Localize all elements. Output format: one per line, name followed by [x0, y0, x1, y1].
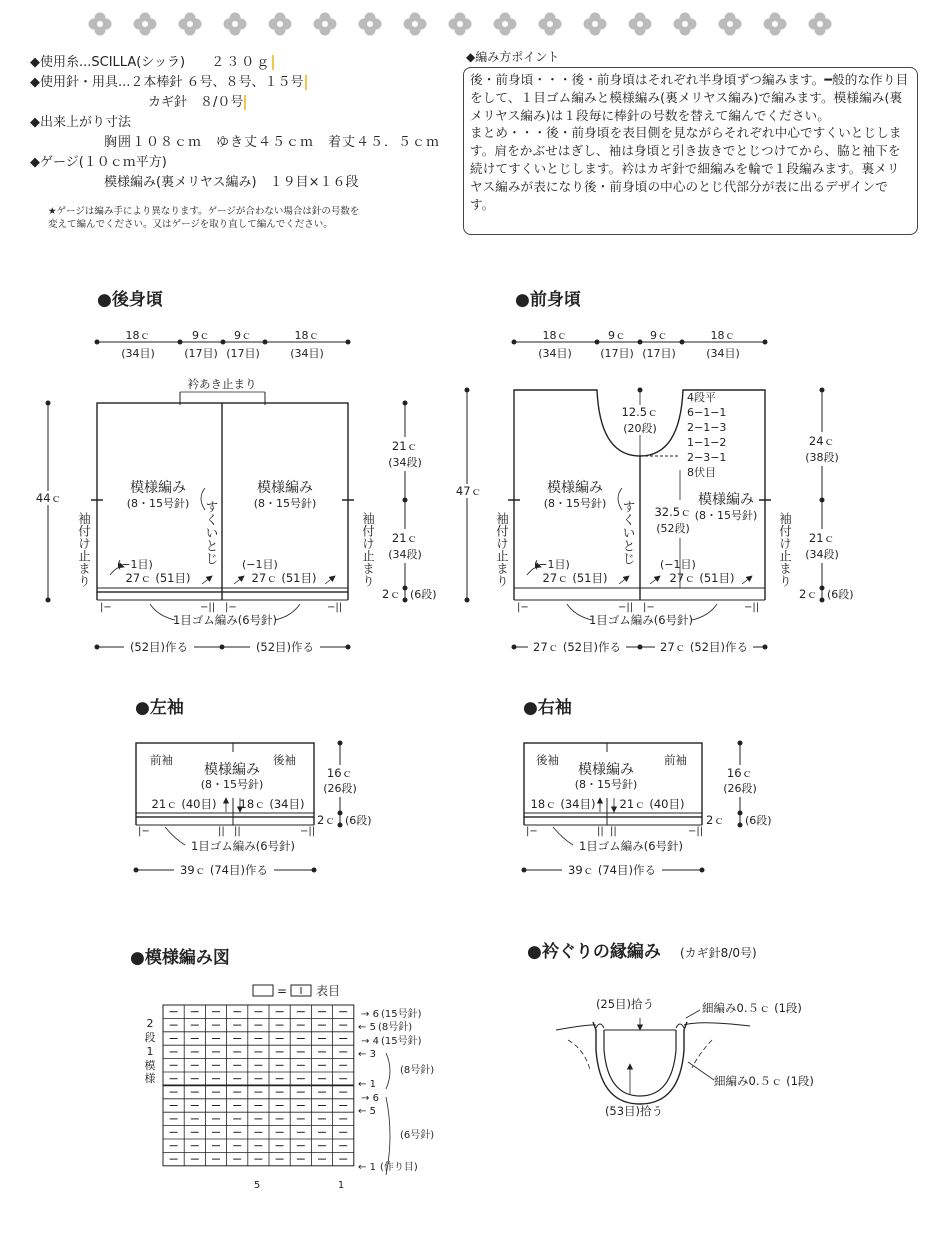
- chart-n8-group: (8号針): [400, 1065, 435, 1076]
- back-top-w2: 9ｃ: [192, 329, 210, 342]
- chart-col-5: 5: [253, 1180, 261, 1191]
- hook-line: カギ針 ８/０号: [148, 91, 246, 110]
- back-rib-rows: (6段): [410, 588, 437, 601]
- back-cast-right: (52目)作る: [255, 640, 315, 654]
- left-rib-rows: (6段): [345, 814, 372, 827]
- chart-col-1: 1: [337, 1180, 345, 1191]
- back-width-right: 27ｃ (51目): [251, 571, 317, 585]
- back-top-w1: 18ｃ: [125, 329, 151, 342]
- front-sleeve-stop-left: 袖付け止まり: [494, 512, 510, 587]
- right-rib-label: 1目ゴム編み(6号針): [578, 839, 684, 853]
- left-sleeve-diagram: [134, 697, 372, 877]
- front-cast-left: 27ｃ (52目)作る: [533, 640, 621, 654]
- front-upper: 24ｃ: [808, 434, 836, 448]
- chart-row-6b: → 6: [361, 1093, 379, 1104]
- back-top-w4: 18ｃ: [294, 329, 320, 342]
- left-pattern: 模様編み: [204, 762, 260, 778]
- back-sleeve-stop-left: 袖付け止まり: [76, 512, 92, 587]
- right-rib-mark-1: |−: [526, 826, 538, 837]
- left-rib-mark-2: ||: [218, 826, 225, 837]
- back-rib-mark-1: |−: [100, 602, 112, 613]
- front-lower: 21ｃ: [808, 531, 836, 545]
- chart-row-6a: → 6 (15号針): [361, 1009, 422, 1020]
- front-width-left: 27ｃ (51目): [542, 571, 608, 585]
- front-width-right: 27ｃ (51目): [669, 571, 735, 585]
- back-lower: 21ｃ: [391, 531, 419, 545]
- legend-label: 表目: [316, 984, 341, 998]
- collar-edging-diagram: [527, 941, 814, 1118]
- front-rib-label: 1目ゴム編み(6号針): [588, 613, 694, 627]
- back-sleeve-stop-right: 袖付け止まり: [360, 512, 376, 587]
- back-upper: 21ｃ: [391, 439, 419, 453]
- right-w2: 21ｃ (40目): [619, 797, 685, 811]
- back-top-s3: (17目): [226, 347, 260, 360]
- chart-side-1: 2: [146, 1017, 154, 1030]
- left-height: 16ｃ: [326, 766, 354, 780]
- yarn-line: ◆使用糸...SCILLA(シッラ) ２３０ｇ: [30, 51, 274, 70]
- front-dec-4: 1−1−2: [687, 436, 727, 449]
- back-lower-rows: (34段): [388, 548, 422, 561]
- back-top-s4: (34目): [290, 347, 324, 360]
- left-rib-mark-3: ||: [234, 826, 241, 837]
- front-rib-mark-3: |−: [643, 602, 655, 613]
- front-rib-mark-2: −||: [618, 602, 634, 613]
- back-rib-mark-4: −||: [327, 602, 343, 613]
- yarn-amount: ２３０ｇ: [211, 55, 274, 70]
- front-cast-right: 27ｃ (52目)作る: [660, 640, 748, 654]
- back-needle-right: (8・15号針): [253, 497, 317, 510]
- right-height: 16ｃ: [726, 766, 754, 780]
- right-back-label: 後袖: [536, 753, 559, 767]
- back-pattern-left: 模様編み: [130, 480, 186, 496]
- back-height: 44ｃ: [35, 491, 63, 505]
- chart-row-3a: ← 3: [358, 1049, 376, 1060]
- front-height: 47ｃ: [455, 484, 483, 498]
- front-lower-rows: (34段): [805, 548, 839, 561]
- needles-line: ◆使用針・用具...２本棒針 ６号、８号、１５号: [30, 71, 307, 90]
- right-pattern: 模様編み: [578, 762, 634, 778]
- right-cast-on: 39ｃ (74目)作る: [568, 863, 656, 877]
- points-heading: ◆編み方ポイント: [466, 50, 560, 64]
- front-top-w3: 9ｃ: [650, 329, 668, 342]
- front-upper-rows: (38段): [805, 451, 839, 464]
- chart-side-2: 段: [144, 1031, 156, 1044]
- back-rib-mark-2: −||: [200, 602, 216, 613]
- size-values: 胸囲１０８ｃｍ ゆき丈４５ｃｍ 着丈４５．５ｃｍ: [104, 135, 441, 150]
- right-sleeve-title: ●右袖: [523, 698, 572, 718]
- front-minus-left: (−1目): [534, 558, 570, 571]
- front-needle-right: (8・15号針): [694, 509, 758, 522]
- left-front-label: 前袖: [150, 753, 173, 767]
- right-rib-mark-4: −||: [688, 826, 704, 837]
- collar-sc-top: 細編み0.５ｃ (1段): [702, 1001, 802, 1015]
- front-rib-mark-4: −||: [744, 602, 760, 613]
- back-top-s2: (17目): [184, 347, 218, 360]
- front-dec-5: 2−3−1: [687, 451, 727, 464]
- chart-side-4: 模: [144, 1059, 156, 1072]
- chart-n6-group: (6号針): [400, 1130, 435, 1141]
- front-needle-left: (8・15号針): [543, 497, 607, 510]
- gauge-label: ◆ゲージ(１０ｃｍ平方): [30, 155, 167, 170]
- front-dec-6: 8伏目: [687, 466, 716, 479]
- back-minus-left: (−1目): [117, 558, 153, 571]
- front-top-w4: 18ｃ: [710, 329, 736, 342]
- collar-title: ●衿ぐりの縁編み: [527, 942, 661, 962]
- back-rib-label: 1目ゴム編み(6号針): [172, 613, 278, 627]
- right-rib-rows: (6段): [745, 814, 772, 827]
- front-rib-mark-1: |−: [517, 602, 529, 613]
- chart-row-5b: ← 5: [358, 1106, 376, 1117]
- left-height-rows: (26段): [323, 782, 357, 795]
- front-rib-rows: (6段): [827, 588, 854, 601]
- back-pattern-right: 模様編み: [257, 480, 313, 496]
- front-dec-2: 6−1−1: [687, 406, 727, 419]
- front-top-s3: (17目): [642, 347, 676, 360]
- chart-side-3: 1: [146, 1045, 154, 1058]
- back-cast-left: (52目)作る: [129, 640, 189, 654]
- front-title: ●前身頃: [515, 290, 581, 310]
- collar-pick-bottom: (53目)拾う: [604, 1104, 664, 1118]
- points-para-1: 後・前身頃・・・後・前身頃はそれぞれ半身頃ずつ編みます。━般的な作り目をして、１目ゴム編みと模様編み(裏メリヤス編み)で編みます。模様編み(裏メリヤス編み)は１段毎に棒針の号数を替えて編んでください。: [470, 72, 909, 123]
- right-front-label: 前袖: [664, 753, 687, 767]
- back-rib: 2ｃ: [382, 587, 401, 601]
- back-top-s1: (34目): [121, 347, 155, 360]
- front-inner-rows: (52段): [656, 522, 690, 535]
- chart-row-5a: ← 5 (8号針): [358, 1022, 413, 1033]
- gauge-note-2: 変えて編んでください。又はゲージを取り直して編んでください。: [48, 219, 333, 230]
- chart-side-5: 様: [144, 1072, 156, 1085]
- left-needle: (8・15号針): [200, 778, 264, 791]
- collar-title-sub: (カギ針8/0号): [680, 946, 757, 960]
- front-top-s1: (34目): [538, 347, 572, 360]
- back-minus-right: (−1目): [242, 558, 278, 571]
- front-sleeve-stop-right: 袖付け止まり: [777, 512, 793, 587]
- back-upper-rows: (34段): [388, 456, 422, 469]
- collar-sc-bottom: 細編み0.５ｃ (1段): [714, 1074, 814, 1088]
- front-top-s4: (34目): [706, 347, 740, 360]
- front-top-w2: 9ｃ: [608, 329, 626, 342]
- chart-row-1b: ← 1 (作り目): [358, 1162, 418, 1173]
- chart-row-4a: → 4 (15号針): [361, 1036, 422, 1047]
- front-dec-3: 2−1−3: [687, 421, 727, 434]
- front-inner: 32.5ｃ: [654, 505, 692, 519]
- right-rib-mark-2: ||: [597, 826, 604, 837]
- right-rib: 2ｃ: [706, 813, 725, 827]
- legend-empty-cell: [253, 985, 273, 996]
- front-minus-right: (−1目): [660, 558, 696, 571]
- left-rib-mark-1: |−: [138, 826, 150, 837]
- chart-title: ●模様編み図: [130, 948, 230, 968]
- right-height-rows: (26段): [723, 782, 757, 795]
- front-seam: すくいとじ: [619, 500, 635, 565]
- size-label: ◆出来上がり寸法: [30, 115, 131, 130]
- left-rib: 2ｃ: [317, 813, 336, 827]
- left-w1: 21ｃ (40目): [151, 797, 217, 811]
- back-top-w3: 9ｃ: [234, 329, 252, 342]
- right-w1: 18ｃ (34目): [530, 797, 596, 811]
- pattern-chart: [130, 947, 434, 1191]
- front-dec-1: 4段平: [687, 391, 716, 404]
- chart-grid: [163, 1005, 354, 1166]
- back-rib-mark-3: |−: [225, 602, 237, 613]
- legend-equals: =: [277, 984, 288, 998]
- gauge-note-1: ★ゲージは編み手により異なります。ゲージが合わない場合は針の号数を: [48, 206, 360, 217]
- chart-row-1a: ← 1: [358, 1079, 376, 1090]
- front-pattern-left: 模様編み: [547, 480, 603, 496]
- back-title: ●後身頃: [97, 290, 163, 310]
- front-top-w1: 18ｃ: [542, 329, 568, 342]
- left-rib-label: 1目ゴム編み(6号針): [190, 839, 296, 853]
- back-width-left: 27ｃ (51目): [125, 571, 191, 585]
- left-back-label: 後袖: [273, 753, 296, 767]
- left-rib-mark-4: −||: [300, 826, 316, 837]
- front-pattern-right: 模様編み: [698, 492, 754, 508]
- left-w2: 18ｃ (34目): [239, 797, 305, 811]
- collar-pick-top: (25目)拾う: [595, 997, 655, 1011]
- left-sleeve-title: ●左袖: [135, 698, 184, 718]
- front-top-s2: (17目): [600, 347, 634, 360]
- front-neck-rows: (20段): [623, 422, 657, 435]
- right-needle: (8・15号針): [574, 778, 638, 791]
- back-neck-stop: 衿あき止まり: [187, 377, 257, 391]
- right-sleeve-diagram: [522, 697, 772, 877]
- back-seam: すくいとじ: [202, 500, 218, 565]
- back-body-diagram: [36, 289, 437, 654]
- left-cast-on: 39ｃ (74目)作る: [180, 863, 268, 877]
- front-neck-depth: 12.5ｃ: [621, 405, 659, 419]
- back-needle-left: (8・15号針): [126, 497, 190, 510]
- right-rib-mark-3: ||: [610, 826, 617, 837]
- front-body-diagram: [456, 289, 854, 654]
- gauge-values: 模様編み(裏メリヤス編み) １９目×１６段: [104, 175, 359, 190]
- front-rib: 2ｃ: [799, 587, 818, 601]
- points-para-2: まとめ・・・後・前身頃を表目側を見ながらそれぞれ中心ですくいとじします。肩をかぶせはぎし、袖は身頃と引き抜きでとじつけてから、脇と袖下を続けてすくいとじします。衿はカギ針で細編みを輪で１段編みます。裏メリヤス編みが表になり後・前身頃の中心のとじ代部分が表に出るデザインです。: [470, 125, 902, 212]
